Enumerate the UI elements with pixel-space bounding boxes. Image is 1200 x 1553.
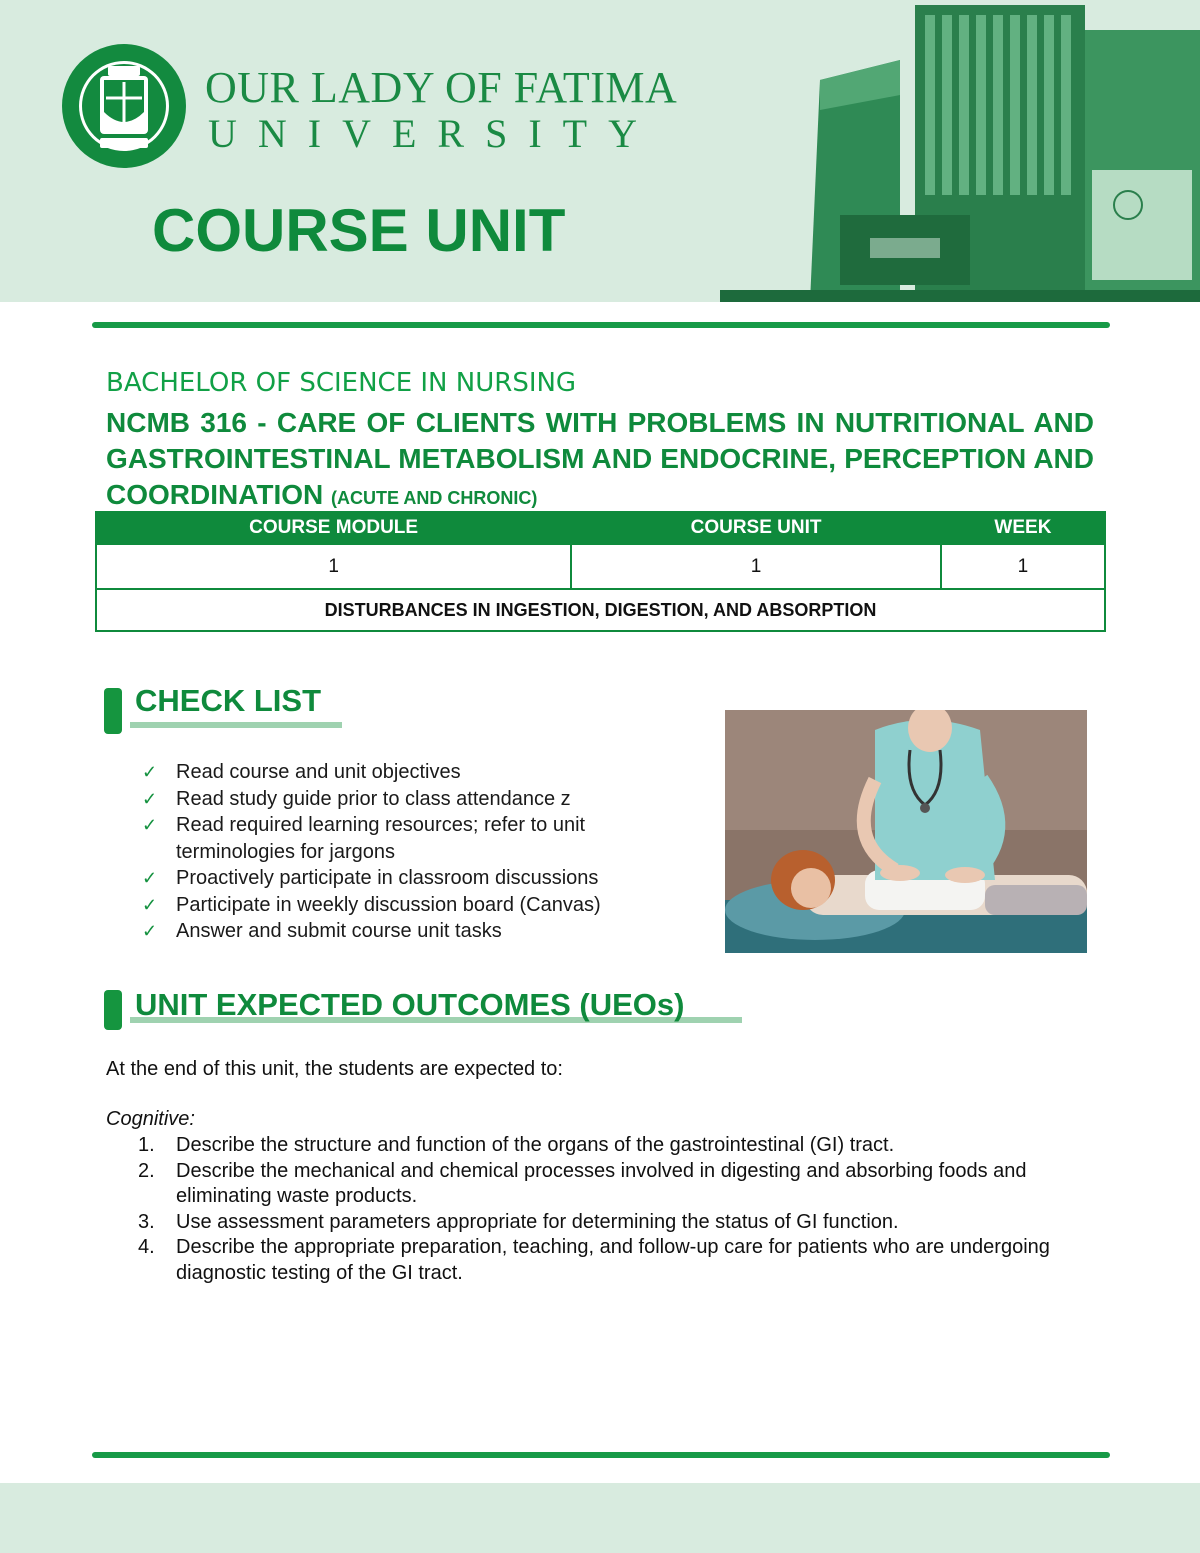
outcome-item: 2. Describe the mechanical and chemical processes involved in digesting and absorbing foods and eliminating waste products. — [138, 1159, 1027, 1207]
course-title — [106, 405, 1094, 516]
nurse-abdominal-exam-photo — [725, 710, 1087, 953]
outcomes-intro: At the end of this unit, the students are expected to: — [106, 1058, 563, 1080]
outcomes-list — [106, 1133, 1106, 1286]
outcome-item: 1. Describe the structure and function of the organs of the gastrointestinal (GI) tract. — [138, 1134, 895, 1156]
checklist-item: ✓ Proactively participate in classroom discussions — [142, 865, 682, 892]
table-header-course-module: COURSE MODULE — [96, 512, 571, 544]
bottom-divider — [92, 1452, 1110, 1458]
header-banner — [0, 0, 1200, 302]
check-icon: ✓ — [142, 868, 158, 888]
check-icon: ✓ — [142, 894, 158, 915]
table-header-week: WEEK — [941, 512, 1105, 544]
program-name: BACHELOR OF SCIENCE IN NURSING — [106, 368, 577, 398]
course-title-main: NCMB 316 - CARE OF CLIENTS WITH PROBLEMS IN NUTRITIONAL AND GASTROINTESTINAL METABOLISM AND ENDOCRINE, PERCEPTION AND COORDINATION — [106, 407, 1094, 510]
checklist-item: ✓ Participate in weekly discussion board (Canvas) — [142, 892, 682, 919]
outcomes-heading-bar — [104, 990, 122, 1030]
university-seal — [60, 42, 188, 170]
checklist-heading: CHECK LIST — [135, 683, 321, 718]
course-module-value: 1 — [96, 544, 571, 589]
top-divider — [92, 322, 1110, 328]
check-icon: ✓ — [142, 815, 158, 835]
document-type-title: COURSE UNIT — [152, 197, 566, 264]
checklist-item: ✓ Read course and unit objectives — [142, 759, 682, 786]
checklist-item: ✓ Read study guide prior to class attendance z — [142, 786, 682, 813]
footer-band — [0, 1483, 1200, 1553]
checklist-heading-underline — [130, 722, 342, 728]
check-icon: ✓ — [142, 788, 158, 809]
check-icon: ✓ — [142, 762, 158, 782]
course-title-subtitle: (ACUTE AND CHRONIC) — [331, 488, 538, 508]
cognitive-label: Cognitive: — [106, 1108, 195, 1130]
week-value: 1 — [941, 544, 1105, 589]
university-name-line1: OUR LADY OF FATIMA — [205, 63, 678, 112]
checklist-item: ✓ Answer and submit course unit tasks — [142, 918, 682, 945]
course-unit-value: 1 — [571, 544, 941, 589]
outcome-item: 3. Use assessment parameters appropriate for determining the status of GI function. — [138, 1210, 899, 1233]
outcomes-heading: UNIT EXPECTED OUTCOMES (UEOs) — [135, 987, 685, 1022]
course-info-table — [95, 511, 1106, 632]
unit-topic: DISTURBANCES IN INGESTION, DIGESTION, AND ABSORPTION — [96, 589, 1105, 631]
university-building-image — [720, 0, 1200, 302]
check-icon: ✓ — [142, 921, 158, 941]
checklist-item: ✓ Read required learning resources; refer to unit terminologies for jargons — [142, 814, 586, 863]
outcome-item: 4. Describe the appropriate preparation, teaching, and follow-up care for patients who are undergoing diagnostic testing of the GI tract. — [138, 1236, 1050, 1284]
checklist-heading-bar — [104, 688, 122, 734]
table-header-course-unit: COURSE UNIT — [571, 512, 941, 544]
university-name-line2: UNIVERSITY — [208, 111, 658, 156]
checklist — [142, 759, 682, 945]
